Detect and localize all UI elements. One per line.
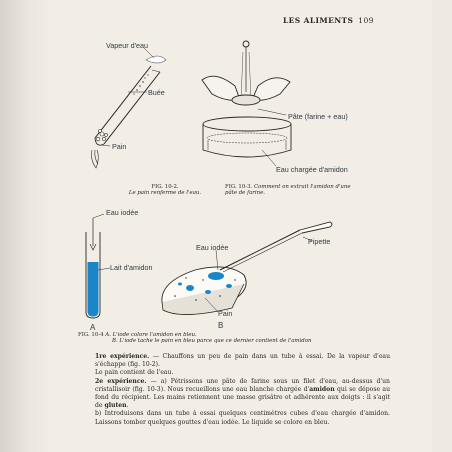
label-pate: Pâte (farine + eau) [288, 112, 348, 121]
exp2-amidon: amidon [309, 385, 335, 393]
caption-fig-10-3-text: Comment on extrait l'amidon d'une pâte de farine. [225, 184, 351, 197]
caption-fig-10-3 [225, 184, 355, 197]
paragraph-exp1 [95, 353, 390, 369]
label-eau-amidon: Eau chargée d'amidon [276, 165, 348, 174]
exp1-title: 1re expérience. [95, 353, 150, 360]
exp1-text: — Chauffons un peu de pain dans un tube à essai. De la vapeur d'eau s'échappe (fig. 10-2). [95, 353, 390, 369]
fig-10-4b-drawing [162, 222, 332, 315]
fig-10-2-drawing [92, 48, 167, 168]
label-pain: Pain [112, 142, 127, 151]
caption-fig-10-4-a: A. L'iode colore l'amidon en bleu. [105, 332, 197, 338]
letter-a: A [90, 323, 96, 332]
caption-fig-10-3-num: FIG. 10-3. [225, 184, 253, 190]
label-vapeur-eau: Vapeur d'eau [106, 41, 149, 50]
paragraph-exp1-conclusion [95, 369, 390, 377]
exp1-conclusion: Le pain contient de l'eau. [95, 369, 174, 377]
caption-fig-10-2-num: FIG. 10-2. [151, 184, 179, 190]
bread-crumbs [96, 130, 107, 141]
exp2-text-b: qui se dépose au fond du récipient. Les mains retiennent une masse grisâtre et adhérente aux doigts : il s'agit de [95, 385, 390, 410]
faucet-knob [243, 41, 249, 47]
page-number: 109 [358, 16, 374, 25]
body-text [95, 353, 390, 427]
label-eau-iodee-a: Eau iodée [106, 208, 139, 217]
dough-ball [232, 95, 260, 105]
flame [92, 150, 99, 168]
fig-10-3-drawing [202, 41, 291, 166]
dish-top [203, 117, 291, 131]
label-buee: Buée [148, 88, 165, 97]
exp2-b: b) Introduisons dans un tube à essai quelques centimètres cubes d'eau chargée d'amidon. Laissons tomber quelques gouttes d'eau iodée. Le liquide se colore en bleu. [95, 410, 390, 426]
caption-fig-10-4-b: B. L'iode tache le pain en bleu parce que ce dernier contient de l'amidon [112, 338, 312, 345]
exp2-text-c: . [126, 402, 129, 410]
label-eau-iodee-b: Eau iodée [196, 243, 229, 252]
caption-fig-10-4 [78, 332, 388, 345]
label-lait-amidon: Lait d'amidon [110, 263, 153, 272]
fig-10-4a-drawing [86, 214, 110, 318]
paragraph-exp2a [95, 378, 390, 411]
steam-cloud [146, 56, 166, 63]
letter-b: B [218, 321, 224, 330]
paragraph-exp2b [95, 410, 390, 426]
caption-fig-10-2-text: Le pain renferme de l'eau. [128, 190, 202, 197]
exp2-gluten: gluten [104, 402, 127, 410]
label-pain-b: Pain [218, 309, 233, 318]
buee-droplets [133, 74, 148, 94]
caption-fig-10-2 [120, 184, 210, 197]
exp2-text-a: — a) Pétrissons une pâte de farine sous un filet d'eau, au-dessus d'un cristallisoir (fig. 10-3). Nous recueillons une eau blanche chargée d' [95, 377, 390, 393]
header-title: LES ALIMENTS [283, 16, 354, 25]
blue-liquid [88, 262, 99, 317]
exp2-title: 2e expérience. [95, 377, 147, 385]
label-pipette: Pipette [308, 237, 331, 246]
caption-fig-10-4-num: FIG. 10-4 [78, 332, 104, 338]
